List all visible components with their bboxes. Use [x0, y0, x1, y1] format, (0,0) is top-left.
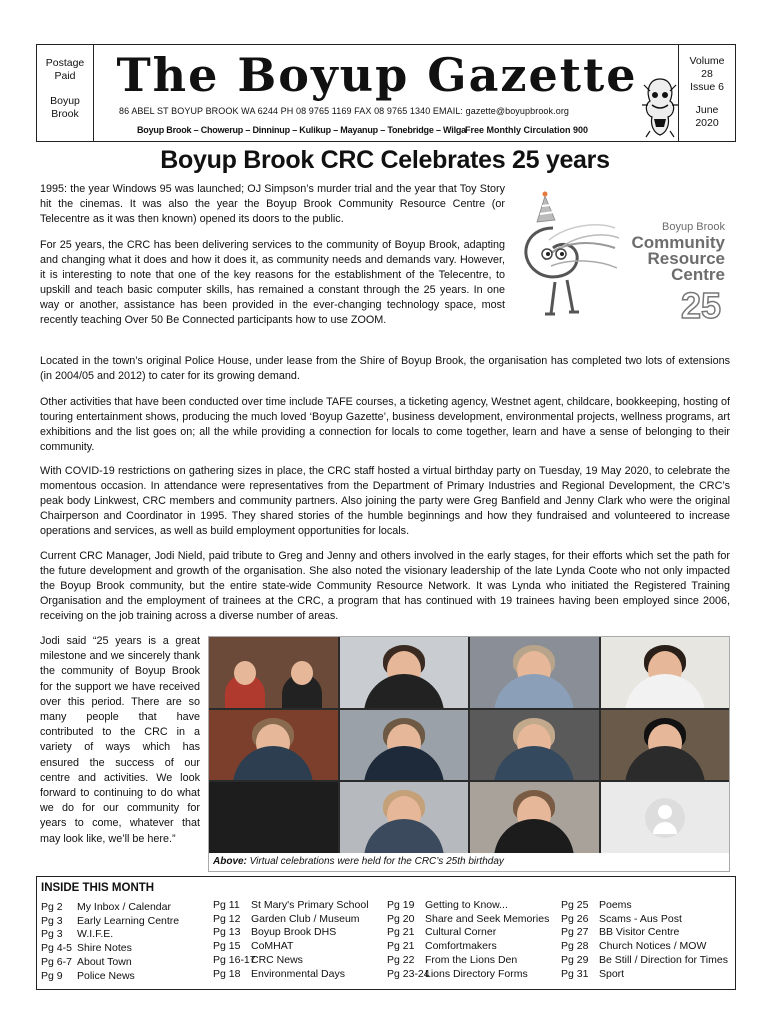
article-headline: Boyup Brook CRC Celebrates 25 years [160, 146, 610, 174]
newspaper-title: The Boyup Gazette [116, 48, 638, 102]
circulation-line: Free Monthly Circulation 900 [465, 125, 589, 135]
contents-item: Pg 21 Cultural Corner [387, 926, 497, 939]
video-tile [340, 710, 469, 781]
contents-item: Pg 9 Police News [41, 969, 135, 982]
postage-line: Brook [51, 108, 79, 120]
article-paragraph: Current CRC Manager, Jodi Nield, paid tribute to Greg and Jenny and others involved in the early stages, for their efforts which set the path for the future development and growth of the organisation. She also noted the visionary leadership of the late Lynda Coote who not only impacted the Boyup Brook community, but the entire state-wide Community Resource Network. It was Lynda who initiated the Registered Training Organisation and the employment of trainees at the CRC, a program that has continued with 19 trainees having been employed since 2006, receiving on the job training across a diverse number of areas. [40, 550, 730, 622]
contents-item: Pg 3 Early Learning Centre [41, 914, 180, 927]
contents-item: Pg 28 Church Notices / MOW [561, 940, 707, 953]
contents-item: Pg 13 Boyup Brook DHS [213, 926, 337, 939]
regions-line: Boyup Brook – Chowerup – Dinninup – Kulikup – Mayanup – Tonebridge – Wilga [137, 125, 466, 135]
volume-line: 2020 [695, 117, 719, 129]
contents-item: Pg 19 Getting to Know... [387, 899, 508, 911]
caption-text: Virtual celebrations were held for the CRC’s 25th birthday [246, 856, 504, 867]
video-tile [470, 782, 599, 853]
contents-item: Pg 6-7 About Town [41, 955, 132, 968]
contents-item: Pg 2 My Inbox / Calendar [41, 901, 171, 913]
contents-column [41, 901, 179, 983]
contents-item: Pg 21 Comfortmakers [387, 940, 497, 953]
postage-line: Paid [54, 70, 76, 82]
contents-item: Pg 18 Environmental Days [213, 967, 345, 980]
postage-box [37, 45, 94, 141]
contents-item: Pg 4-5 Shire Notes [41, 942, 132, 955]
volume-line: June [695, 104, 719, 116]
contents-column [213, 899, 369, 981]
video-tile [340, 782, 469, 853]
logo-line4: Centre [671, 265, 725, 284]
contents-item: Pg 26 Scams - Aus Post [561, 912, 682, 925]
contents-title: INSIDE THIS MONTH [41, 882, 155, 894]
volume-line: 28 [701, 68, 713, 80]
logo-line2: Community [631, 233, 725, 252]
video-tile [470, 637, 599, 708]
contents-item: Pg 12 Garden Club / Museum [213, 912, 360, 925]
masthead [36, 44, 736, 142]
video-tile [601, 637, 730, 708]
crc-logo [515, 188, 730, 328]
article-paragraph-quote: Jodi said “25 years is a great milestone and we sincerely thank the community of Boyup Brook for the support we have received over this period. There are so many people that have contributed to the CRC in a variety of ways which has ensured the success of our centre and activities. We look forward to continuing to do what we do for our community for years to come, whatever that may look like, we’ll be here.” [40, 635, 200, 845]
video-tile [209, 710, 338, 781]
contents-item: Pg 23-24 Lions Directory Forms [387, 967, 528, 980]
photo-caption [213, 856, 504, 867]
contents-column [561, 899, 728, 981]
article-paragraph: For 25 years, the CRC has been delivering services to the community of Boyup Brook, adapting and changing what it does and how it does it, as community needs and demands vary. However, it is interesting to note that one of the key reasons for the establishment of the Telecentre, to upskill and teach basic computer skills, has remained a constant through the 25 years. In one way or another, assistance has been provided in the ever-changing technology space, most recently teaching Over 50 Be Connected participants how to use ZOOM. [40, 239, 505, 326]
contents-item: Pg 20 Share and Seek Memories [387, 912, 550, 925]
contents-item: Pg 22 From the Lions Den [387, 953, 518, 966]
article-paragraph: Other activities that have been conducted over time include TAFE courses, a ticketing agency, Westnet agent, childcare, bookkeeping, hosting of touring entertainment shows, producing the much loved ‘Boyup Gazette’, business development, environmental projects, wellness programs, art exhibitions and the list goes on; all the while providing a connection for locals to come together, learn and have a sense of belonging to their community. [40, 396, 730, 453]
contents-column [387, 899, 549, 981]
video-tile [340, 637, 469, 708]
mascot-icon [640, 75, 680, 139]
contents-item: Pg 3 W.I.F.E. [41, 928, 114, 941]
video-tile [209, 637, 338, 708]
contents-item: Pg 15 CoMHAT [213, 940, 294, 953]
user-avatar-icon [645, 798, 685, 838]
volume-line: Issue 6 [690, 81, 724, 93]
volume-line: Volume [689, 55, 725, 67]
contents-item: Pg 25 Poems [561, 899, 632, 911]
postage-line: Postage [45, 57, 85, 69]
postage-line: Boyup [50, 95, 80, 107]
logo-line1: Boyup Brook [662, 221, 725, 233]
video-tile-no-camera [601, 782, 730, 853]
article-paragraph: 1995: the year Windows 95 was launched; OJ Simpson’s murder trial and the year that Toy Story hit the cinemas. It was also the year the Boyup Brook Community Resource Centre (or Telecentre as it was then known) opened its doors to the public. [40, 183, 505, 225]
contents-box [36, 876, 736, 990]
video-tile [470, 710, 599, 781]
contents-item: Pg 31 Sport [561, 967, 625, 980]
article-paragraph: Located in the town’s original Police House, under lease from the Shire of Boyup Brook, the organisation has completed two lots of extensions (in 2004/05 and 2012) to cater for its growing demand. [40, 355, 730, 382]
contents-item: Pg 27 BB Visitor Centre [561, 926, 680, 939]
contents-item: Pg 11 St Mary's Primary School [213, 899, 369, 911]
volume-box [678, 45, 735, 141]
logo-line3: Resource [647, 249, 725, 268]
caption-label: Above: [213, 856, 247, 867]
logo-number: 25 [680, 285, 722, 326]
video-call-grid [209, 637, 729, 853]
contents-item: Pg 29 Be Still / Direction for Times [561, 953, 728, 966]
video-tile [601, 710, 730, 781]
video-tile-empty [209, 782, 338, 853]
address-line: 86 ABEL ST BOYUP BROOK WA 6244 PH 08 9765 1169 FAX 08 9765 1340 EMAIL: gazette@boyupbrook.org [119, 106, 570, 116]
video-call-photo [208, 636, 730, 872]
contents-item: Pg 16-17 CRC News [213, 953, 303, 966]
article-paragraph: With COVID-19 restrictions on gathering sizes in place, the CRC staff hosted a virtual birthday party on Tuesday, 19 May 2020, to celebrate the momentous occasion. In attendance were representatives from the Department of Primary Industries and Regional Development, the CRC’s peak body Linkwest, CRC members and community partners. Also joining the party were Greg Banfield and Jenny Clark who were the original Chairperson and Coordinator in 1995. They shared stories of the humble beginnings and how they fundraised and volunteered to increase operations and services, as well as build employment opportunities for locals. [40, 465, 730, 537]
